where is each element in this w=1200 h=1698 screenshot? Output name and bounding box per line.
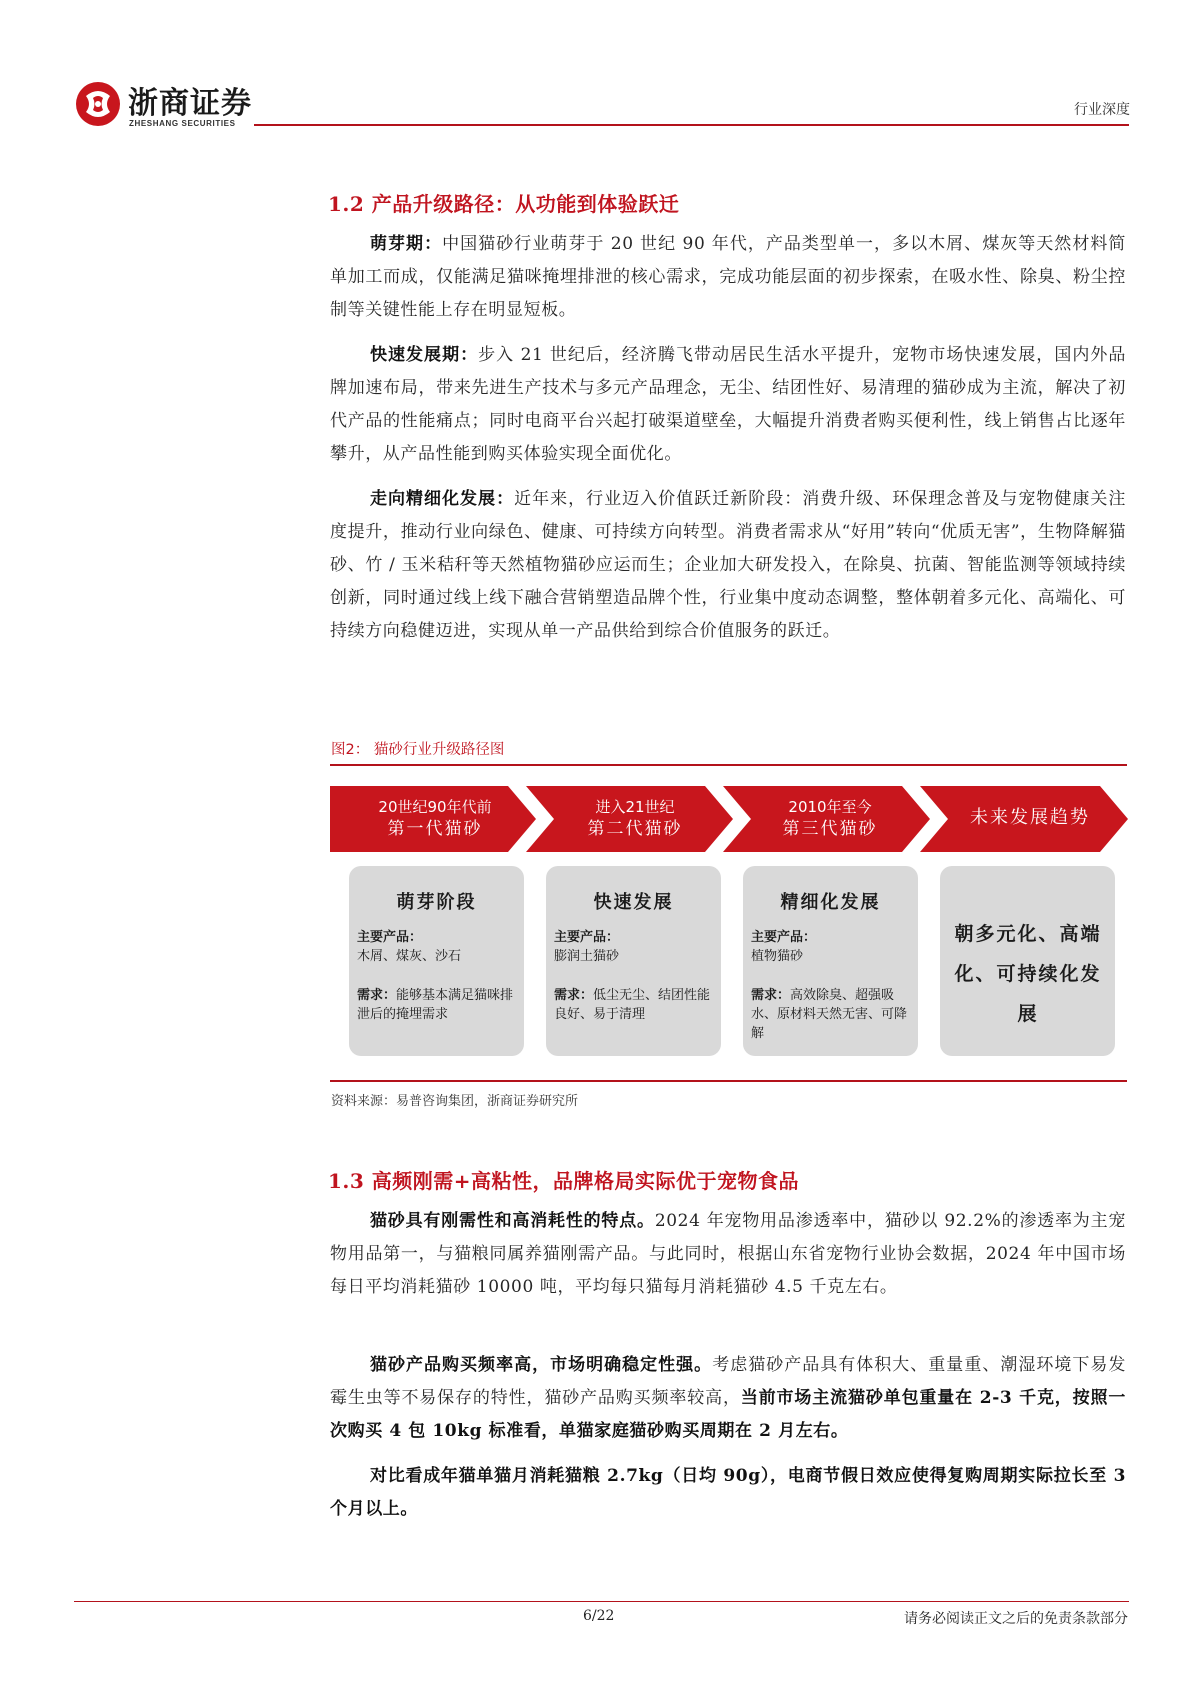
- card-title: 萌芽阶段: [396, 892, 477, 913]
- paragraph-budding-stage: [330, 228, 1126, 327]
- logo-text: 浙商证券: [128, 86, 252, 121]
- paragraph-rapid-growth: [330, 339, 1126, 471]
- stage-label-1: [340, 796, 530, 840]
- paragraph-lead: 快速发展期：: [370, 345, 479, 365]
- report-type-tag: 行业深度: [1074, 102, 1130, 118]
- demand-line: [751, 986, 913, 1043]
- figure-bottom-rule: [330, 1080, 1127, 1082]
- stage-generation: 第二代猫砂: [587, 819, 683, 839]
- paragraph-text: 中国猫砂行业萌芽于 20 世纪 90 年代，产品类型单一，多以木屑、煤灰等天然材料简单加工而成，仅能满足猫咪掩埋排泄的核心需求，完成功能层面的初步探索，在吸水性、除臭、粉尘控制等关键性能上存在明显短板。: [330, 234, 1126, 320]
- paragraph-lead: 猫砂具有刚需性和高消耗性的特点。: [370, 1211, 655, 1231]
- paragraph-lead: 走向精细化发展：: [370, 489, 515, 509]
- stage-generation: 第一代猫砂: [387, 819, 483, 839]
- product-value: 植物猫砂: [751, 949, 804, 964]
- zheshang-logo-icon: [74, 80, 122, 128]
- card-body: [751, 928, 913, 1043]
- product-value: 木屑、煤灰、沙石: [357, 949, 462, 964]
- figure-top-rule: [330, 764, 1127, 766]
- card-title: 精细化发展: [780, 892, 881, 913]
- stage-period: 20世纪90年代前: [378, 798, 492, 816]
- stage-card-2: [546, 866, 721, 1056]
- stage-period: 进入21世纪: [595, 798, 675, 816]
- stage-label-2: [540, 796, 730, 840]
- stage-generation: 第三代猫砂: [782, 819, 878, 839]
- card-body: [357, 928, 519, 1024]
- product-label: 主要产品：: [357, 930, 423, 945]
- demand-line: [554, 986, 716, 1024]
- paragraph-lead: 猫砂产品购买频率高，市场明确稳定性强。: [370, 1355, 713, 1375]
- figure-caption: 图2： 猫砂行业升级路径图: [331, 742, 505, 758]
- stage-period: 2010年至今: [788, 798, 872, 816]
- paragraph-comparison: [330, 1460, 1126, 1526]
- paragraph-text: 近年来，行业迈入价值跃迁新阶段：消费升级、环保理念普及与宠物健康关注度提升，推动行业向绿色、健康、可持续方向转型。消费者需求从“好用”转向“优质无害”，生物降解猫砂、竹 / 玉米秸秆等天然植物猫砂应运而生；企业加大研发投入，在除臭、抗菌、智能监测等领域持续创新，同时通过线上线下融合营销塑造品牌个性，行业集中度动态调整，整体朝着多元化、高端化、可持续方向稳健迈进，实现从单一产品供给到综合价值服务的跃迁。: [330, 489, 1126, 641]
- paragraph-text: 步入 21 世纪后，经济腾飞带动居民生活水平提升，宠物市场快速发展，国内外品牌加速布局，带来先进生产技术与多元产品理念，无尘、结团性好、易清理的猫砂成为主流，解决了初代产品的性能痛点；同时电商平台兴起打破渠道壁垒，大幅提升消费者购买便利性，线上销售占比逐年攀升，从产品性能到购买体验实现全面优化。: [330, 345, 1126, 464]
- stage-card-3: [743, 866, 918, 1056]
- paragraph-text: 考虑猫砂产品具有体积大、重量重、潮湿环境下易发霉生虫等不易保存的特性，猫砂产品购买频率较高，: [330, 1355, 1126, 1408]
- demand-label: 需求：: [357, 988, 397, 1003]
- card-body: [554, 928, 716, 1024]
- demand-value: 低尘无尘、结团性能良好、易于清理: [554, 988, 711, 1022]
- stage-period: 未来发展趋势: [970, 807, 1090, 828]
- logo-english-text: ZHESHANG SECURITIES: [129, 119, 236, 128]
- demand-value: 高效除臭、超强吸水、原材料天然无害、可降解: [751, 988, 908, 1041]
- demand-label: 需求：: [554, 988, 594, 1003]
- section-title-1-3: 1.3 高频刚需+高粘性，品牌格局实际优于宠物食品: [328, 1169, 800, 1193]
- paragraph-emphasis: 对比看成年猫单猫月消耗猫粮 2.7kg（日均 90g），电商节假日效应使得复购周期实际拉长至 3 个月以上。: [330, 1466, 1126, 1519]
- product-value: 膨润土猫砂: [554, 949, 620, 964]
- demand-line: [357, 986, 519, 1024]
- page-number: 6/22: [583, 1608, 615, 1624]
- stage-card-1: [349, 866, 524, 1056]
- header-divider: [254, 124, 1129, 126]
- product-label: 主要产品：: [751, 930, 817, 945]
- paragraph-refinement: [330, 483, 1126, 648]
- paragraph-text: 2024 年宠物用品渗透率中，猫砂以 92.2%的渗透率为主宠物用品第一，与猫粮同属养猫刚需产品。与此同时，根据山东省宠物行业协会数据，2024 年中国市场每日平均消耗猫砂 10000 吨，平均每只猫每月消耗猫砂 4.5 千克左右。: [330, 1211, 1126, 1297]
- paragraph-lead: 萌芽期：: [370, 234, 443, 254]
- disclaimer-note: 请务必阅读正文之后的免责条款部分: [904, 1611, 1128, 1627]
- product-label: 主要产品：: [554, 930, 620, 945]
- figure-source: 资料来源：易普咨询集团，浙商证券研究所: [331, 1094, 579, 1109]
- section-title-1-2: 1.2 产品升级路径：从功能到体验跃迁: [328, 192, 680, 216]
- future-trend-text: 朝多元化、高端化、可持续化发展: [954, 923, 1102, 1025]
- stage-label-3: [735, 796, 925, 840]
- paragraph-emphasis: 当前市场主流猫砂单包重量在 2-3 千克，按照一次购买 4 包 10kg 标准看，单猫家庭猫砂购买周期在 2 月左右。: [330, 1388, 1126, 1441]
- demand-value: 能够基本满足猫咪排泄后的掩埋需求: [357, 988, 514, 1022]
- card-title: 快速发展: [593, 892, 674, 913]
- footer-divider: [74, 1601, 1129, 1602]
- demand-label: 需求：: [751, 988, 791, 1003]
- paragraph-demand-consumption: [330, 1205, 1126, 1304]
- paragraph-purchase-frequency: [330, 1349, 1126, 1448]
- stage-card-4: [940, 866, 1115, 1056]
- stage-label-4: [935, 807, 1125, 829]
